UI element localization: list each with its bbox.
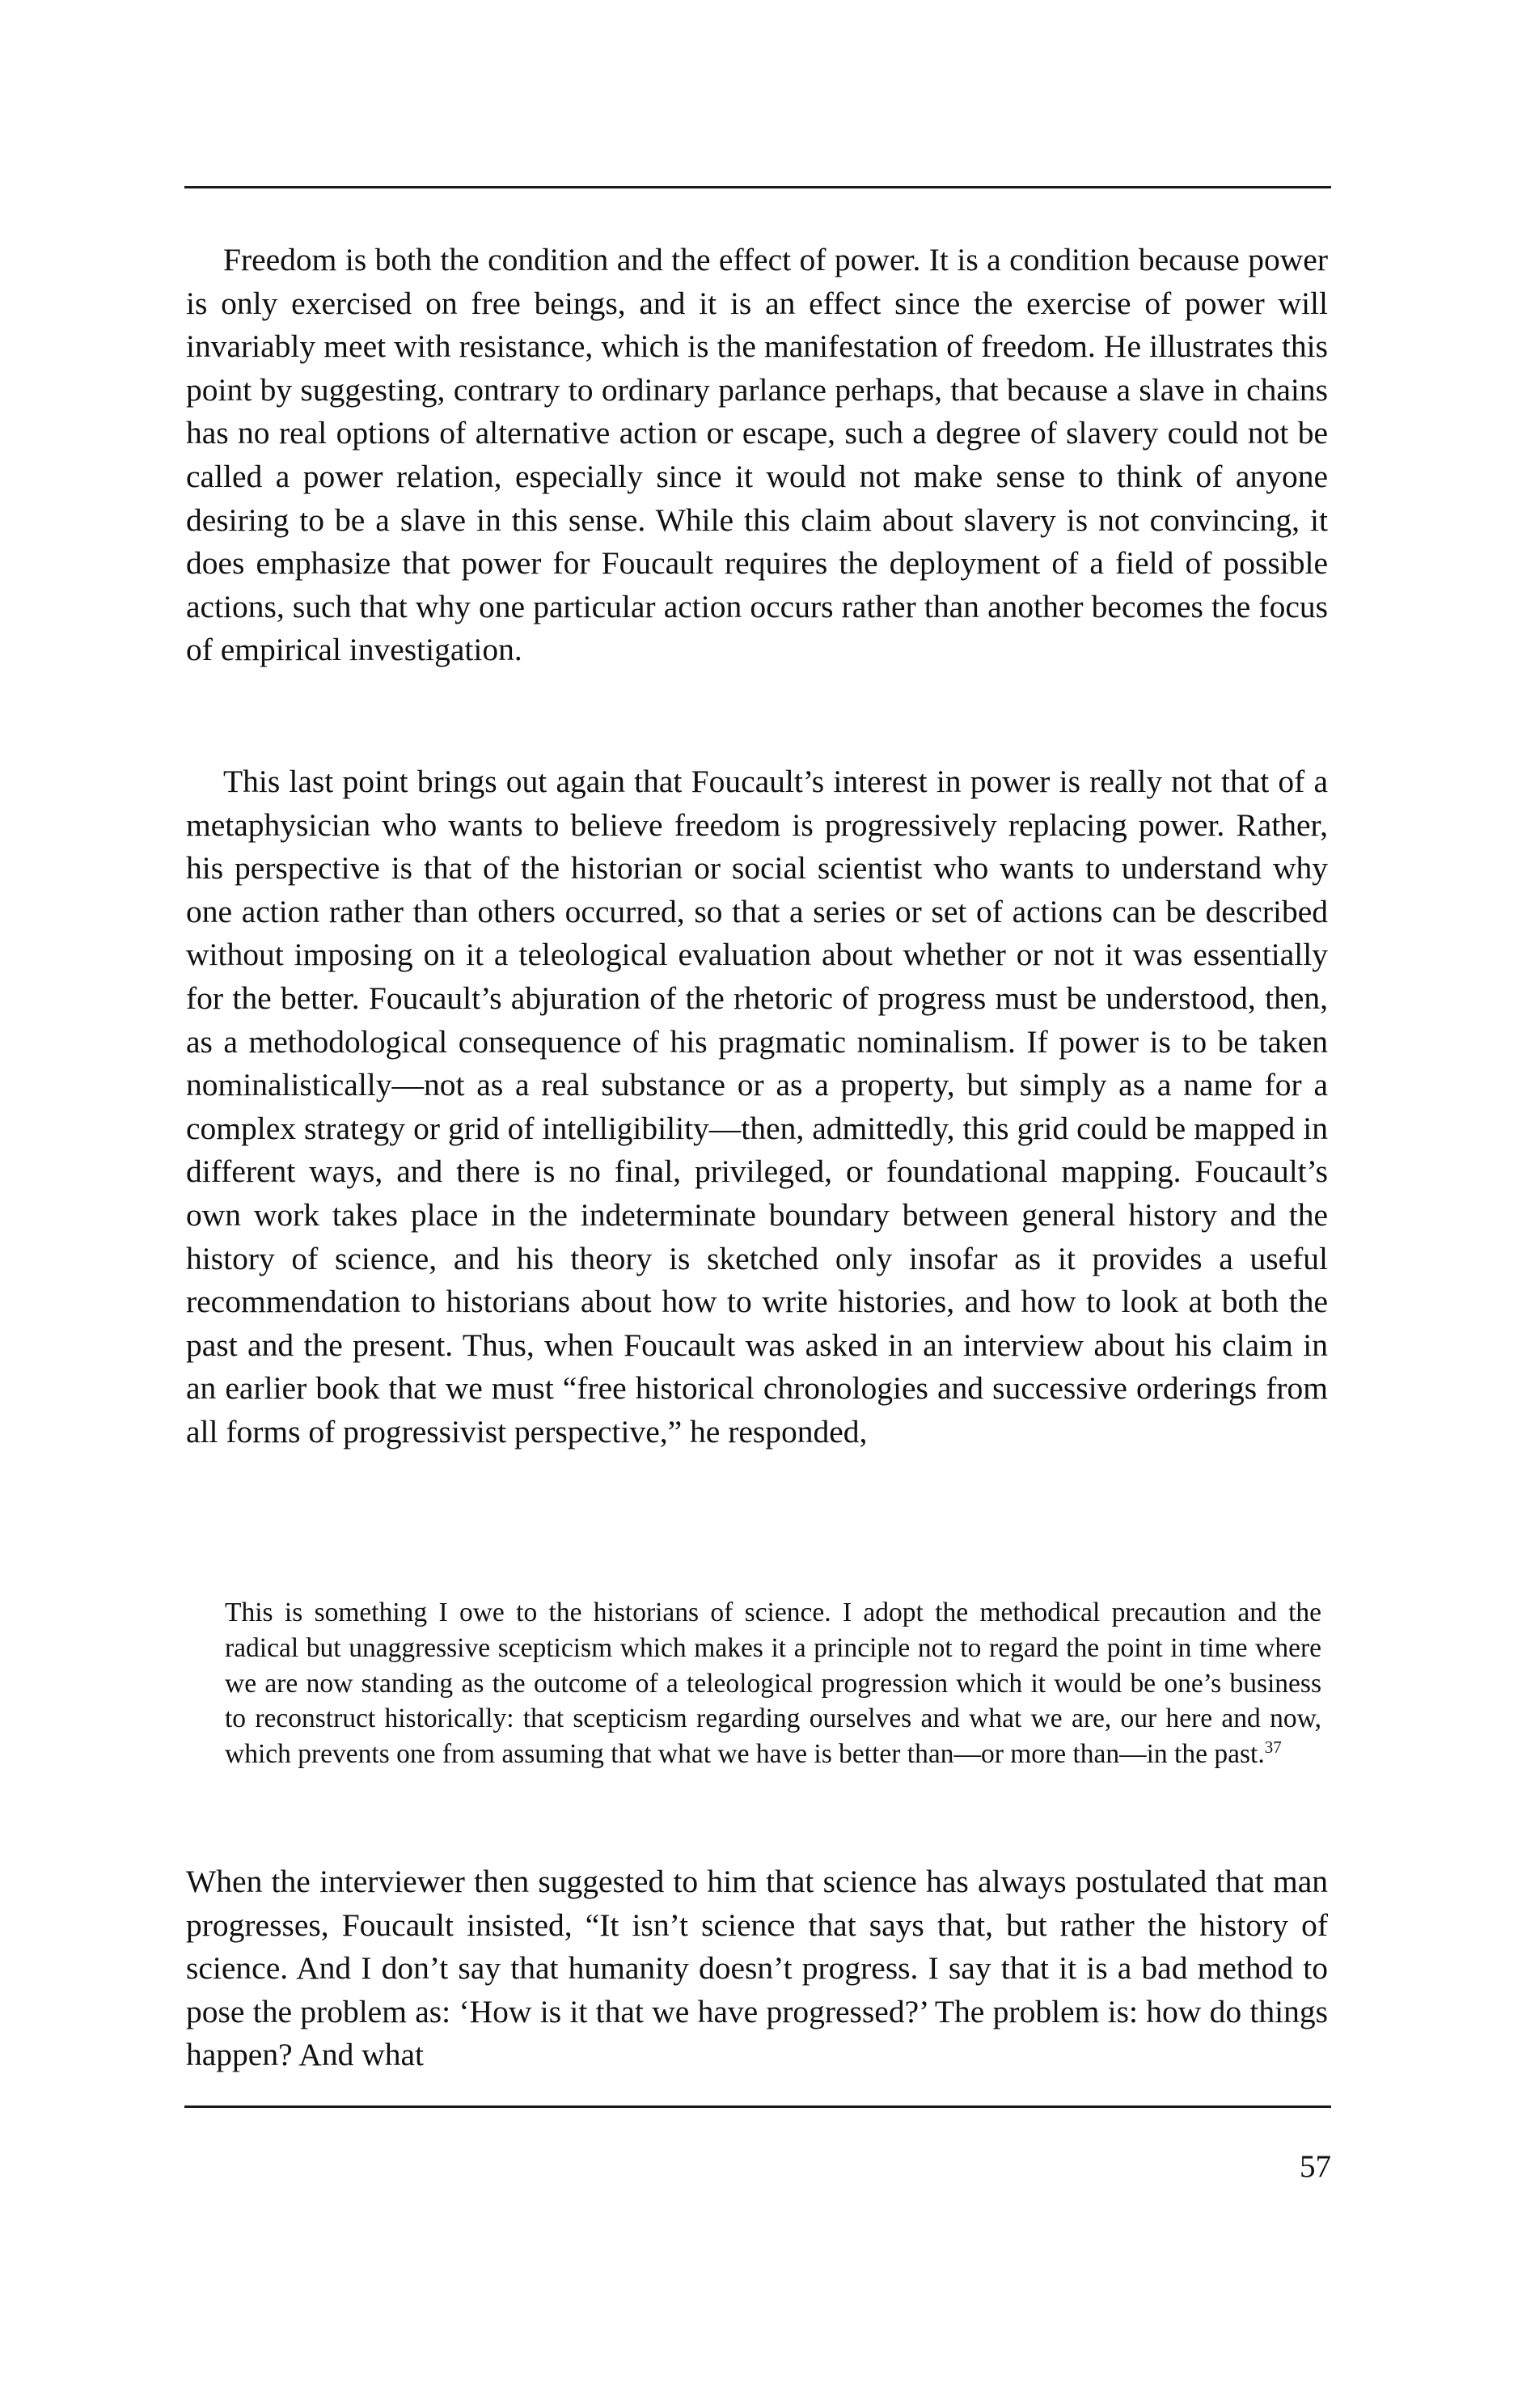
paragraph-text: When the interviewer then suggested to him that science has always postulated that man progresses, Foucault insisted, “It isn’t science that says that, but rather the history of science. And I don’t say that humanity doesn’t progress. I say that it is a bad method to pose the problem as: ‘How is it that we have progressed?’ The problem is: how do things happen? And what: [186, 1864, 1328, 2073]
paragraph-text: Freedom is both the condition and the effect of power. It is a condition because power is only exercised on free beings, and it is an effect since the exercise of power will invariably meet with resistance, which is the manifestation of freedom. He illustrates this point by suggesting, contrary to ordinary parlance perhaps, that because a slave in chains has no real options of alternative action or escape, such a degree of slavery could not be called a power relation, especially since it would not make sense to think of anyone desiring to be a slave in this sense. While this claim about slavery is not convincing, it does emphasize that power for Foucault requires the deployment of a field of possible actions, such that why one particular action occurs rather than another becomes the focus of empirical investigation.: [186, 242, 1328, 668]
block-quote: [225, 1595, 1321, 1772]
footnote-reference[interactable]: 37: [1264, 1737, 1282, 1758]
body-paragraph-1: [186, 239, 1328, 672]
paragraph-text: This last point brings out again that Foucault’s interest in power is really not that of a metaphysician who wants to believe freedom is progressively replacing power. Rather, his perspective is that of the historian or social scientist who wants to understand why one action rather than others occurred, so that a series or set of actions can be described without imposing on it a teleological evaluation about whether or not it was essentially for the better. Foucault’s abjuration of the rhetoric of progress must be understood, then, as a methodological consequence of his pragmatic nominalism. If power is to be taken nominalistically—not as a real substance or as a property, but simply as a name for a complex strategy or grid of intelligibility—then, admittedly, this grid could be mapped in different ways, and there is no final, privileged, or foundational mapping. Foucault’s own work takes place in the indeterminate boundary between general history and the history of science, and his theory is sketched only insofar as it provides a useful recommendation to historians about how to write histories, and how to look at both the past and the present. Thus, when Foucault was asked in an interview about his claim in an earlier book that we must “free historical chronologies and successive orderings from all forms of progressivist perspective,” he responded,: [186, 764, 1328, 1449]
bottom-rule: [184, 2105, 1331, 2108]
top-rule: [184, 186, 1331, 188]
body-paragraph-2: [186, 760, 1328, 1454]
block-quote-text: This is something I owe to the historians of science. I adopt the methodical precaution and the radical but unaggressive scepticism which makes it a principle not to regard the point in time where we are now standing as the outcome of a teleological progression which it would be one’s business to reconstruct historically: that scepticism regarding ourselves and what we are, our here and now, which prevents one from assuming that what we have is better than—or more than—in the past.: [225, 1598, 1321, 1770]
page-number: 57: [1300, 2149, 1331, 2184]
body-paragraph-3: [186, 1860, 1328, 2077]
